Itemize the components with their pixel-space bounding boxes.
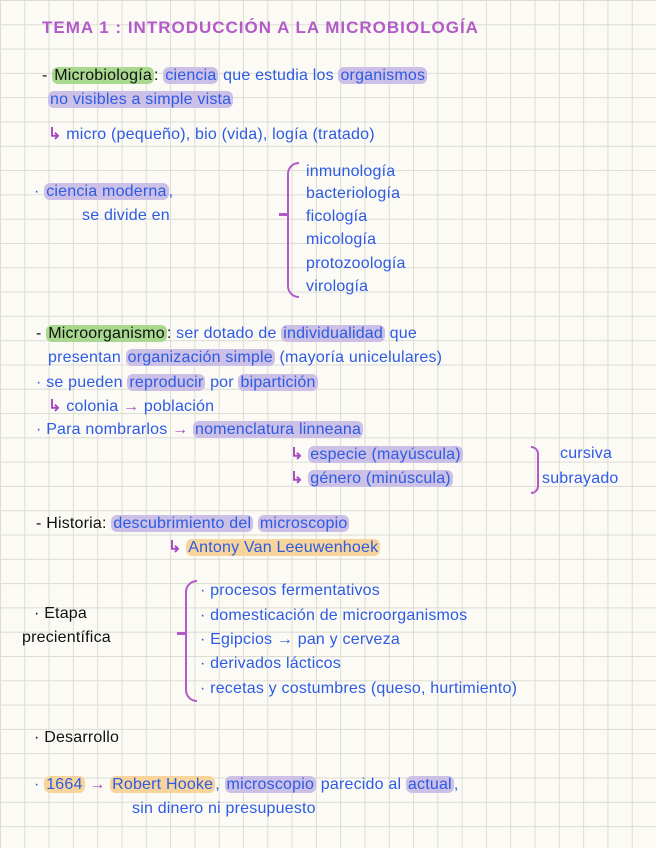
definition-no-visibles: no visibles a simple vista <box>50 91 232 108</box>
hooke-line-1 <box>34 775 458 795</box>
definition-organismos: organismos <box>340 67 426 84</box>
etymology-line <box>48 125 375 145</box>
genero: género (minúscula) <box>310 470 451 487</box>
page-title: TEMA 1 : INTRODUCCIÓN A LA MICROBIOLOGÍA <box>42 18 479 37</box>
brace-tip <box>177 632 185 635</box>
dash: - <box>36 515 42 532</box>
ciencia-moderna-line-2: se divide en <box>82 207 170 224</box>
arrow-right-icon: → <box>172 421 189 438</box>
branch-item: inmunología <box>306 163 396 180</box>
arrow-down-right-icon: ↳ <box>290 446 304 463</box>
leeuwenhoek-line <box>168 538 380 558</box>
branch-item: virología <box>306 278 369 295</box>
comma: , <box>215 776 220 793</box>
arrow-right-icon: → <box>123 398 140 415</box>
microorganismo-line-2 <box>48 348 442 368</box>
bullet: · <box>34 605 40 622</box>
microbiologia-line-2 <box>48 90 233 110</box>
text: se pueden <box>46 374 123 391</box>
desarrollo-line <box>34 728 119 748</box>
text: por <box>210 374 234 391</box>
etapa-item: · Egipcios → pan y cerveza <box>200 631 400 648</box>
bullet: · <box>34 729 40 746</box>
etapa-label-1 <box>34 604 87 624</box>
desarrollo: Desarrollo <box>44 729 120 746</box>
definition-ciencia: ciencia <box>165 67 217 84</box>
biparticion: bipartición <box>240 374 316 391</box>
especie: especie (mayúscula) <box>310 446 461 463</box>
branch-item: ficología <box>306 208 368 225</box>
especie-line <box>290 445 463 465</box>
dash: - <box>36 325 42 342</box>
brace <box>185 580 197 702</box>
etapa-item: · derivados lácticos <box>200 655 341 672</box>
etapa-item: · recetas y costumbres (queso, hurtimiento) <box>200 680 518 697</box>
brace-tip <box>279 213 287 216</box>
colonia-line <box>48 397 214 417</box>
term-microorganismo: Microorganismo <box>48 325 165 342</box>
arrow-down-right-icon: ↳ <box>48 126 62 143</box>
brace <box>531 446 539 494</box>
branch-item: protozoología <box>306 255 406 272</box>
reproduccion-line <box>36 373 318 393</box>
colon: : <box>153 67 159 84</box>
etapa-label-2: precientífica <box>22 629 111 646</box>
bullet: · <box>34 776 40 793</box>
text: Para nombrarlos <box>46 421 168 438</box>
antony-van-leeuwenhoek: Antony Van Leeuwenhoek <box>188 539 379 556</box>
arrow-down-right-icon: ↳ <box>290 470 304 487</box>
definition-text: (mayoría unicelulares) <box>279 349 443 366</box>
reproducir: reproducir <box>129 374 204 391</box>
comma: , <box>168 183 174 200</box>
arrow-down-right-icon: ↳ <box>168 539 182 556</box>
bullet: · <box>36 421 42 438</box>
genero-line <box>290 469 453 489</box>
nombrarlos-line <box>36 420 363 440</box>
definition-organizacion-simple: organización simple <box>127 349 273 366</box>
hooke-line-2: sin dinero ni presupuesto <box>132 800 316 817</box>
definition-text: que estudia los <box>223 67 334 84</box>
nomenclatura-linneana: nomenclatura linneana <box>194 421 362 438</box>
colonia: colonia <box>66 398 119 415</box>
colon: : <box>102 515 107 532</box>
bullet: · <box>34 183 40 200</box>
comma: , <box>453 776 459 793</box>
cursiva: cursiva <box>560 445 613 462</box>
microscopio: microscopio <box>259 515 348 532</box>
ciencia-moderna-line-1 <box>34 182 173 202</box>
arrow-down-right-icon: ↳ <box>48 398 62 415</box>
microbiologia-line-1 <box>42 66 427 86</box>
definition-text: que <box>389 325 417 342</box>
robert-hooke: Robert Hooke <box>112 776 214 793</box>
ciencia-moderna: ciencia moderna <box>46 183 167 200</box>
branch-item: micología <box>306 231 377 248</box>
definition-text: ser dotado de <box>176 325 277 342</box>
etymology-text: micro (pequeño), bio (vida), logía (tratado) <box>66 126 375 143</box>
term-microbiologia: Microbiología <box>54 67 152 84</box>
dash: - <box>42 67 48 84</box>
colon: : <box>166 325 172 342</box>
microorganismo-line-1 <box>36 324 417 344</box>
text: parecido al <box>320 776 402 793</box>
microscopio: microscopio <box>226 776 315 793</box>
definition-individualidad: individualidad <box>283 325 383 342</box>
actual: actual <box>407 776 452 793</box>
bullet: · <box>36 374 42 391</box>
year-1664: 1664 <box>46 776 83 793</box>
subrayado: subrayado <box>542 470 619 487</box>
brace <box>287 162 299 298</box>
arrow-right-icon: → <box>89 776 106 793</box>
term-historia: Historia <box>46 515 103 532</box>
etapa: Etapa <box>44 605 87 622</box>
poblacion: población <box>143 398 215 415</box>
etapa-item: · procesos fermentativos <box>200 582 380 599</box>
etapa-item: · domesticación de microorganismos <box>200 607 468 624</box>
branch-item: bacteriología <box>306 185 401 202</box>
historia-line <box>36 514 349 534</box>
definition-text: presentan <box>48 349 121 366</box>
descubrimiento: descubrimiento del <box>113 515 252 532</box>
